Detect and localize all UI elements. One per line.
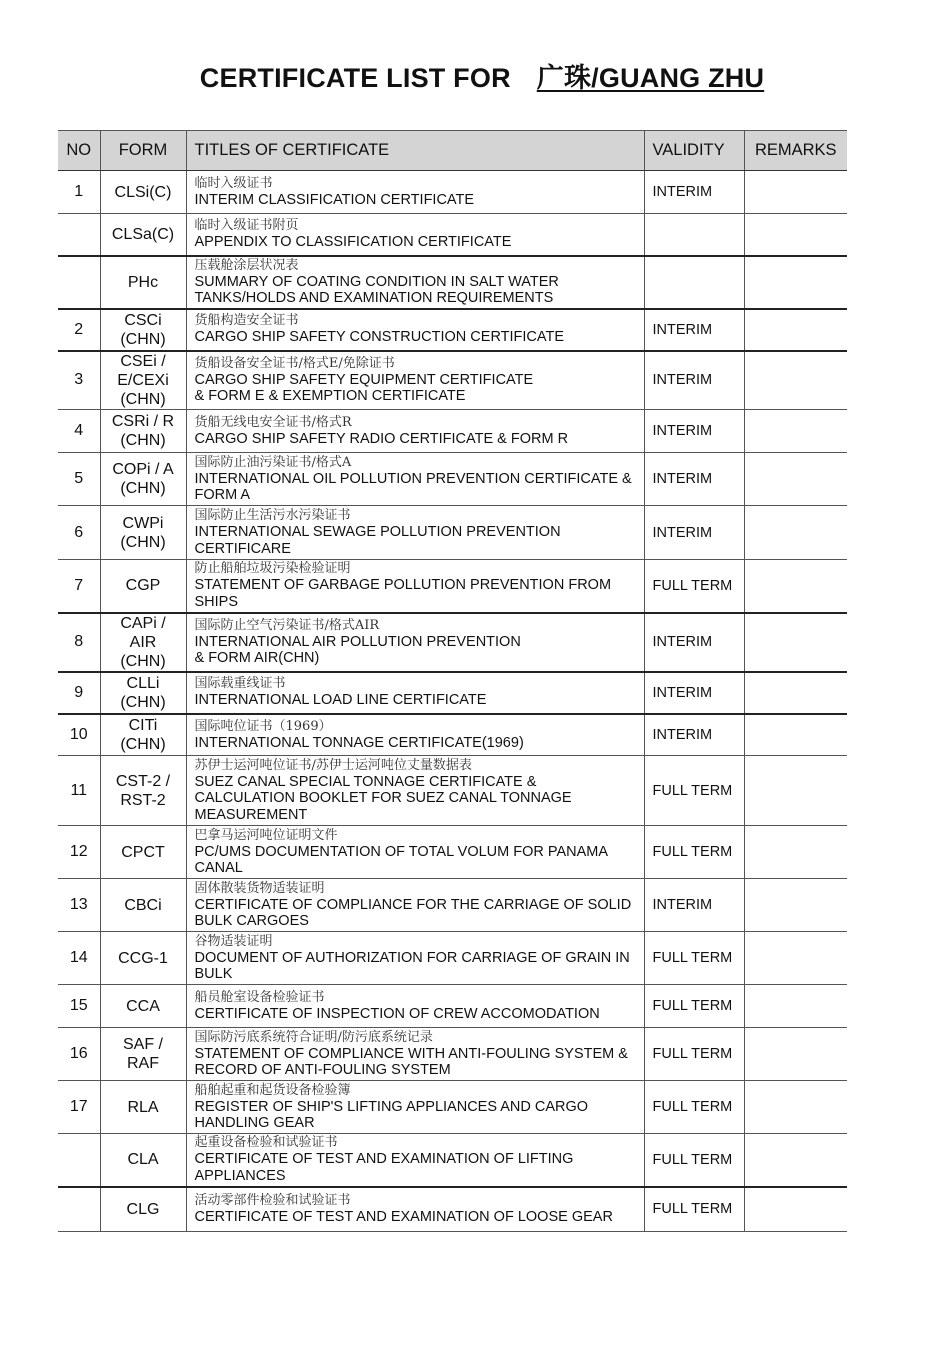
- certificate-title-english: INTERNATIONAL TONNAGE CERTIFICATE(1969): [194, 734, 524, 751]
- column-header-form: FORM: [100, 131, 186, 171]
- row-number: 2: [58, 309, 100, 351]
- remarks: [744, 1187, 847, 1232]
- remarks: [744, 613, 847, 672]
- certificate-title: [186, 672, 644, 714]
- certificate-title-chinese: 国际防止空气污染证书/格式AIR: [194, 617, 380, 633]
- table-row: [58, 1028, 847, 1081]
- column-header-validity: VALIDITY: [644, 131, 744, 171]
- certificate-title: [186, 171, 644, 214]
- remarks: [744, 560, 847, 613]
- table-row: [58, 932, 847, 985]
- remarks: [744, 506, 847, 560]
- form-code: COPi / A (CHN): [100, 453, 186, 506]
- remarks: [744, 214, 847, 256]
- form-code: CLLi (CHN): [100, 672, 186, 714]
- row-number: 7: [58, 560, 100, 613]
- certificate-title-english: INTERIM CLASSIFICATION CERTIFICATE: [194, 191, 475, 208]
- certificate-title-english: CARGO SHIP SAFETY RADIO CERTIFICATE & FORM R: [194, 430, 569, 447]
- form-code: CSCi (CHN): [100, 309, 186, 351]
- certificate-title-chinese: 货船无线电安全证书/格式R: [194, 414, 352, 430]
- validity: FULL TERM: [644, 826, 744, 879]
- form-code: PHc: [100, 256, 186, 309]
- form-code: CLA: [100, 1134, 186, 1187]
- form-code: CGP: [100, 560, 186, 613]
- certificate-title-chinese: 船员舱室设备检验证书: [194, 989, 325, 1005]
- certificate-title-english: APPENDIX TO CLASSIFICATION CERTIFICATE: [194, 234, 512, 250]
- row-number: 9: [58, 672, 100, 714]
- table-row: [58, 351, 847, 410]
- remarks: [744, 714, 847, 756]
- remarks: [744, 351, 847, 410]
- form-code: CWPi (CHN): [100, 506, 186, 560]
- certificate-title: [186, 214, 644, 256]
- certificate-title-english: INTERNATIONAL SEWAGE POLLUTION PREVENTION CERTIFICARE: [194, 524, 561, 557]
- remarks: [744, 410, 847, 453]
- page-title-place: 广珠/GUANG ZHU: [536, 63, 765, 93]
- certificate-title-chinese: 货船构造安全证书: [194, 313, 299, 329]
- certificate-title-english: CARGO SHIP SAFETY CONSTRUCTION CERTIFICATE: [194, 329, 565, 346]
- table-row: [58, 756, 847, 826]
- validity: INTERIM: [644, 309, 744, 351]
- validity: INTERIM: [644, 613, 744, 672]
- certificate-title-english: CARGO SHIP SAFETY EQUIPMENT CERTIFICATE & FORM E & EXEMPTION CERTIFICATE: [194, 371, 534, 405]
- remarks: [744, 1081, 847, 1134]
- certificate-title: [186, 351, 644, 410]
- row-number: 15: [58, 985, 100, 1028]
- certificate-title-chinese: 国际载重线证书: [194, 676, 286, 692]
- table-row: [58, 826, 847, 879]
- table-row: [58, 560, 847, 613]
- certificate-title: [186, 714, 644, 756]
- certificate-title: [186, 506, 644, 560]
- form-code: CITi (CHN): [100, 714, 186, 756]
- certificate-title-chinese: 船舶起重和起货设备检验簿: [194, 1082, 351, 1098]
- row-number: 13: [58, 879, 100, 932]
- row-number: 10: [58, 714, 100, 756]
- validity: FULL TERM: [644, 1081, 744, 1134]
- table-row: [58, 1187, 847, 1232]
- certificate-title-english: INTERNATIONAL LOAD LINE CERTIFICATE: [194, 692, 487, 709]
- table-row: [58, 985, 847, 1028]
- certificate-title-chinese: 国际防止生活污水污染证书: [194, 508, 351, 523]
- page-title: [0, 56, 950, 95]
- validity: INTERIM: [644, 351, 744, 410]
- table-row: [58, 879, 847, 932]
- row-number: [58, 1187, 100, 1232]
- table-row: [58, 506, 847, 560]
- validity: [644, 256, 744, 309]
- row-number: 12: [58, 826, 100, 879]
- form-code: CAPi / AIR (CHN): [100, 613, 186, 672]
- row-number: [58, 256, 100, 309]
- certificate-title-english: SUEZ CANAL SPECIAL TONNAGE CERTIFICATE & CALCULATION BOOKLET FOR SUEZ CANAL TONNAGE MEASUREMENT: [194, 773, 572, 823]
- validity: INTERIM: [644, 879, 744, 932]
- form-code: CSRi / R (CHN): [100, 410, 186, 453]
- certificate-title: [186, 453, 644, 506]
- row-number: 11: [58, 756, 100, 826]
- certificate-title-chinese: 压载舱涂层状况表: [194, 257, 299, 273]
- row-number: [58, 214, 100, 256]
- validity: FULL TERM: [644, 985, 744, 1028]
- row-number: 1: [58, 171, 100, 214]
- form-code: CLG: [100, 1187, 186, 1232]
- table-row: [58, 672, 847, 714]
- column-header-no: NO: [58, 131, 100, 171]
- validity: INTERIM: [644, 672, 744, 714]
- validity: INTERIM: [644, 410, 744, 453]
- table-row: [58, 1134, 847, 1187]
- form-code: CLSi(C): [100, 171, 186, 214]
- certificate-title-chinese: 国际吨位证书（1969）: [194, 718, 332, 734]
- certificate-title: [186, 1187, 644, 1232]
- certificate-title-chinese: 固体散装货物适装证明: [194, 880, 325, 896]
- table-row: [58, 453, 847, 506]
- column-header-title: TITLES OF CERTIFICATE: [186, 131, 644, 171]
- certificate-title: [186, 826, 644, 879]
- certificate-title-chinese: 防止船舶垃圾污染检验证明: [194, 561, 351, 577]
- table-row: [58, 309, 847, 351]
- remarks: [744, 879, 847, 932]
- certificate-title-chinese: 临时入级证书附页: [194, 218, 299, 233]
- row-number: 4: [58, 410, 100, 453]
- remarks: [744, 756, 847, 826]
- row-number: 16: [58, 1028, 100, 1081]
- table-row: [58, 613, 847, 672]
- certificate-title-chinese: 国际防污底系统符合证明/防污底系统记录: [194, 1029, 433, 1045]
- form-code: CSEi / E/CEXi (CHN): [100, 351, 186, 410]
- remarks: [744, 309, 847, 351]
- certificate-title-english: CERTIFICATE OF TEST AND EXAMINATION OF LOOSE GEAR: [194, 1209, 613, 1225]
- table-body: [58, 171, 847, 1232]
- page-title-prefix: CERTIFICATE LIST FOR: [199, 63, 511, 93]
- certificate-title: [186, 1028, 644, 1081]
- certificate-title-chinese: 国际防止油污染证书/格式A: [194, 454, 352, 470]
- column-header-remarks: REMARKS: [744, 131, 847, 171]
- certificate-title-chinese: 起重设备检验和试验证书: [194, 1135, 338, 1151]
- row-number: 6: [58, 506, 100, 560]
- certificate-title: [186, 560, 644, 613]
- certificate-title-chinese: 谷物适装证明: [194, 933, 273, 949]
- certificate-title-chinese: 苏伊士运河吨位证书/苏伊士运河吨位丈量数据表: [194, 757, 472, 773]
- table-row: [58, 410, 847, 453]
- certificate-title: [186, 1081, 644, 1134]
- table-row: [58, 171, 847, 214]
- table-row: [58, 714, 847, 756]
- row-number: 8: [58, 613, 100, 672]
- table-row: [58, 214, 847, 256]
- validity: INTERIM: [644, 453, 744, 506]
- remarks: [744, 985, 847, 1028]
- certificate-title: [186, 932, 644, 985]
- row-number: 17: [58, 1081, 100, 1134]
- certificate-title-english: STATEMENT OF COMPLIANCE WITH ANTI-FOULING SYSTEM & RECORD OF ANTI-FOULING SYSTEM: [194, 1045, 628, 1078]
- certificate-title-english: STATEMENT OF GARBAGE POLLUTION PREVENTION FROM SHIPS: [194, 577, 612, 610]
- certificate-title: [186, 309, 644, 351]
- certificate-title-english: SUMMARY OF COATING CONDITION IN SALT WATER TANKS/HOLDS AND EXAMINATION REQUIREMENTS: [194, 273, 559, 306]
- validity: [644, 214, 744, 256]
- validity: INTERIM: [644, 171, 744, 214]
- certificate-title-english: CERTIFICATE OF COMPLIANCE FOR THE CARRIAGE OF SOLID BULK CARGOES: [194, 896, 632, 929]
- remarks: [744, 932, 847, 985]
- form-code: CCA: [100, 985, 186, 1028]
- validity: FULL TERM: [644, 1187, 744, 1232]
- validity: INTERIM: [644, 506, 744, 560]
- validity: FULL TERM: [644, 560, 744, 613]
- certificate-title-english: REGISTER OF SHIP'S LIFTING APPLIANCES AND CARGO HANDLING GEAR: [194, 1098, 589, 1131]
- row-number: 5: [58, 453, 100, 506]
- remarks: [744, 171, 847, 214]
- certificate-title: [186, 1134, 644, 1187]
- form-code: CPCT: [100, 826, 186, 879]
- certificate-title-english: CERTIFICATE OF TEST AND EXAMINATION OF LIFTING APPLIANCES: [194, 1151, 574, 1184]
- table-header-row: [58, 131, 847, 171]
- remarks: [744, 453, 847, 506]
- certificate-title-english: DOCUMENT OF AUTHORIZATION FOR CARRIAGE OF GRAIN IN BULK: [194, 949, 630, 982]
- row-number: [58, 1134, 100, 1187]
- certificate-title-chinese: 货船设备安全证书/格式E/免除证书: [194, 355, 395, 371]
- certificate-title-english: INTERNATIONAL OIL POLLUTION PREVENTION CERTIFICATE & FORM A: [194, 470, 632, 503]
- certificate-title: [186, 879, 644, 932]
- validity: INTERIM: [644, 714, 744, 756]
- table-row: [58, 256, 847, 309]
- certificate-title: [186, 256, 644, 309]
- remarks: [744, 826, 847, 879]
- remarks: [744, 1028, 847, 1081]
- form-code: CCG-1: [100, 932, 186, 985]
- row-number: 14: [58, 932, 100, 985]
- certificate-title-english: INTERNATIONAL AIR POLLUTION PREVENTION & FORM AIR(CHN): [194, 633, 521, 666]
- validity: FULL TERM: [644, 932, 744, 985]
- validity: FULL TERM: [644, 1028, 744, 1081]
- certificate-title-chinese: 临时入级证书: [194, 175, 273, 191]
- certificate-title-english: PC/UMS DOCUMENTATION OF TOTAL VOLUM FOR PANAMA CANAL: [194, 843, 609, 876]
- row-number: 3: [58, 351, 100, 410]
- form-code: SAF / RAF: [100, 1028, 186, 1081]
- certificate-title: [186, 410, 644, 453]
- certificate-title-english: CERTIFICATE OF INSPECTION OF CREW ACCOMODATION: [194, 1005, 600, 1022]
- certificate-title-chinese: 巴拿马运河吨位证明文件: [194, 827, 338, 843]
- form-code: CLSa(C): [100, 214, 186, 256]
- certificate-table: [58, 130, 847, 1232]
- remarks: [744, 1134, 847, 1187]
- certificate-title: [186, 613, 644, 672]
- certificate-title-chinese: 活动零部件检验和试验证书: [194, 1193, 351, 1208]
- validity: FULL TERM: [644, 756, 744, 826]
- certificate-title: [186, 985, 644, 1028]
- remarks: [744, 256, 847, 309]
- form-code: CBCi: [100, 879, 186, 932]
- validity: FULL TERM: [644, 1134, 744, 1187]
- form-code: CST-2 / RST-2: [100, 756, 186, 826]
- remarks: [744, 672, 847, 714]
- form-code: RLA: [100, 1081, 186, 1134]
- certificate-title: [186, 756, 644, 826]
- table-row: [58, 1081, 847, 1134]
